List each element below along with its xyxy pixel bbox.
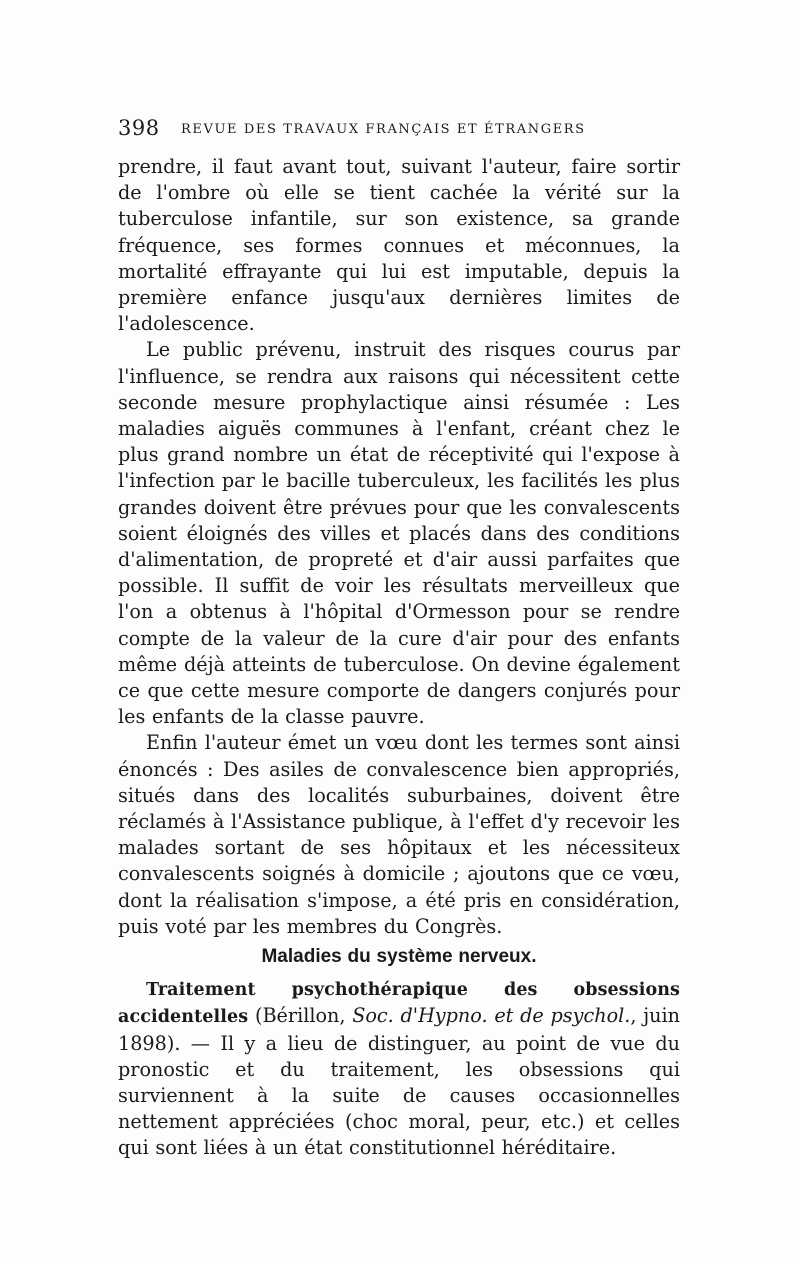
entry-title: Traitement psychothérapique des obsessions accidentelles [118,980,680,1028]
entry-reference-open: (Bérillon, [254,1004,353,1028]
running-header [118,116,678,144]
paragraph-prophylaxis: Le public prévenu, instruit des risques courus par l'influence, se rendra aux raisons qui nécessitent cette seconde mesure prophylactique ainsi résumée : Les maladies aiguës communes à l'enfant, créant chez le plus grand nombre un état de réceptivité qui l'expose à l'infection par le bacille tuberculeux, les facilités les plus grandes doivent être prévues pour que les convalescents soient éloignés des villes et placés dans des conditions d'alimentation, de propreté et d'air aussi parfaites que possible. Il suffit de voir les résultats merveilleux que l'on a obtenus à l'hôpital d'Ormesson pour se rendre compte de la valeur de la cure d'air pour des enfants même déjà atteints de tuberculose. On devine également ce que cette mesure comporte de dangers conjurés pour les enfants de la classe pauvre. [118,338,680,729]
entry-journal: Soc. d'Hypno. et de psychol. [352,1004,631,1028]
paragraph-continuation: prendre, il faut avant tout, suivant l'auteur, faire sortir de l'ombre où elle se tient cachée la vérité sur la tuberculose infantile, sur son existence, sa grande fréquence, ses formes connues et méconnues, la mortalité effrayante qui lui est imputable, depuis la première enfance jusqu'aux dernières limites de l'adolescence. [118,155,680,336]
entry-paragraph [118,976,680,1161]
entry-reference-close: , juin 1898). — [118,1004,681,1055]
page-number: 398 [118,116,160,140]
body-text [118,154,680,1162]
entry-text: Il y a lieu de distinguer, au point de vue du pronostic et du traitement, les obsessions qui surviennent à la suite de causes occasionnelles nettement appréciées (choc moral, peur, etc.) et celles qui sont liées à un état constitutionnel héréditaire. [118,1031,680,1160]
section-heading: Maladies du système nerveux. [261,946,537,968]
journal-title: REVUE DES TRAVAUX FRANÇAIS ET ÉTRANGERS [181,122,586,137]
paragraph-wish: Enfin l'auteur émet un vœu dont les termes sont ainsi énoncés : Des asiles de convalescence bien appropriés, situés dans des localités suburbaines, doivent être réclamés à l'Assistance publique, à l'effet d'y recevoir les malades sortant de ses hôpitaux et les nécessiteux convalescents soignés à domicile ; ajoutons que ce vœu, dont la réalisation s'impose, a été pris en considération, puis voté par les membres du Congrès. [118,731,680,938]
